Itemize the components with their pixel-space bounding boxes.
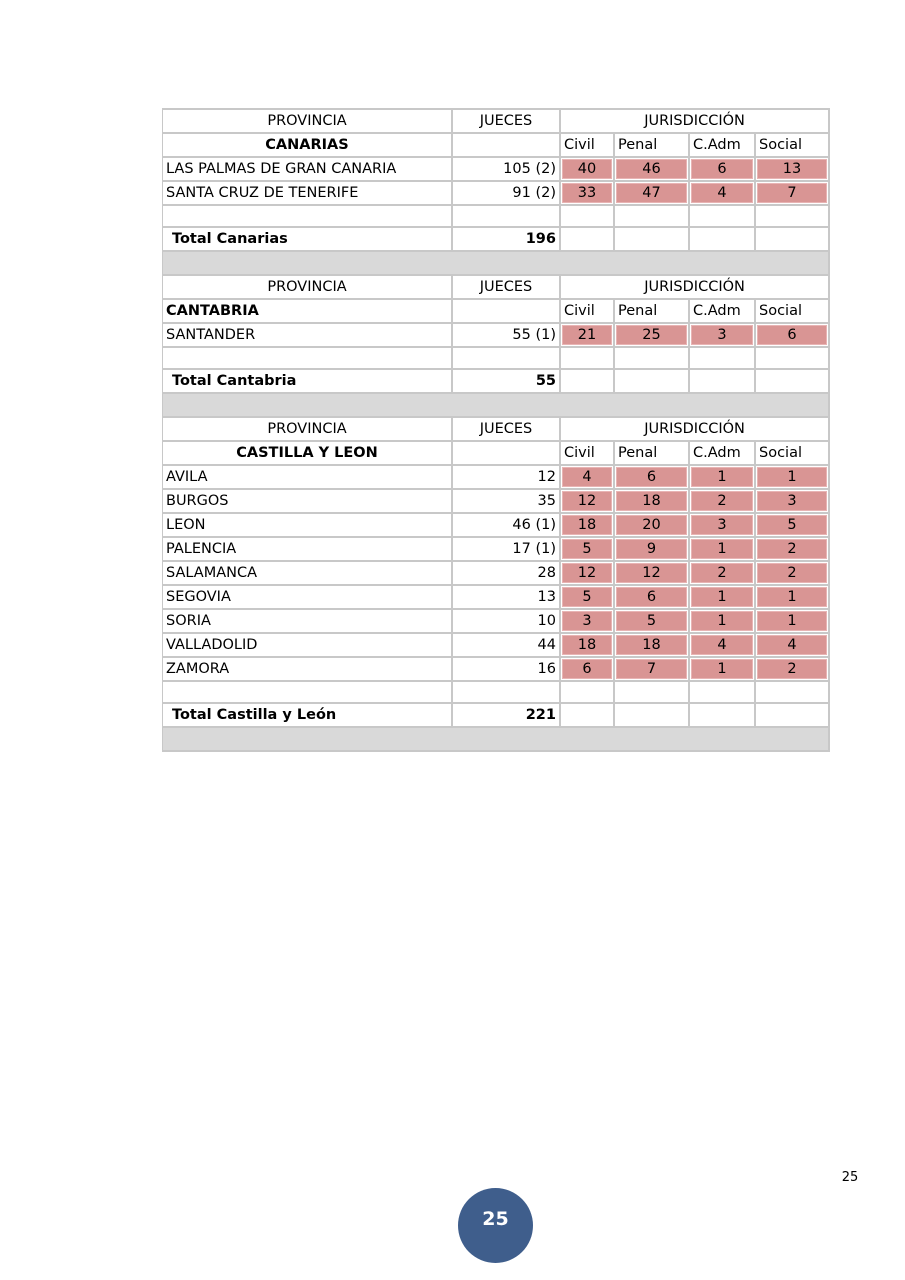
cadm-cell-value: 4 bbox=[691, 183, 753, 203]
empty-cell bbox=[690, 206, 756, 228]
social-cell-value: 2 bbox=[757, 563, 827, 583]
social-cell-value: 3 bbox=[757, 491, 827, 511]
cadm-cell-value: 1 bbox=[691, 467, 753, 487]
province-name: PALENCIA bbox=[163, 538, 453, 562]
empty-cell bbox=[561, 370, 615, 394]
empty-cell bbox=[690, 228, 756, 252]
cadm-cell-value: 4 bbox=[691, 635, 753, 655]
penal-cell bbox=[615, 324, 690, 348]
column-header-social: Social bbox=[756, 300, 830, 324]
province-name: SEGOVIA bbox=[163, 586, 453, 610]
cadm-cell bbox=[690, 610, 756, 634]
civil-cell bbox=[561, 610, 615, 634]
social-cell-value: 1 bbox=[757, 587, 827, 607]
penal-cell bbox=[615, 538, 690, 562]
section-separator bbox=[163, 728, 830, 752]
total-row bbox=[163, 704, 830, 728]
penal-cell-value: 20 bbox=[616, 515, 687, 535]
cadm-cell bbox=[690, 466, 756, 490]
column-header-penal: Penal bbox=[615, 300, 690, 324]
empty-cell bbox=[163, 682, 453, 704]
social-cell-value: 13 bbox=[757, 159, 827, 179]
jueces-count: 16 bbox=[453, 658, 561, 682]
jueces-count: 44 bbox=[453, 634, 561, 658]
civil-cell bbox=[561, 538, 615, 562]
provincia-header: PROVINCIA bbox=[163, 276, 453, 300]
province-name: LAS PALMAS DE GRAN CANARIA bbox=[163, 158, 453, 182]
penal-cell bbox=[615, 514, 690, 538]
social-cell bbox=[756, 562, 830, 586]
judges-table bbox=[162, 108, 830, 752]
penal-cell-value: 18 bbox=[616, 491, 687, 511]
region-name: CASTILLA Y LEON bbox=[163, 442, 453, 466]
province-name: VALLADOLID bbox=[163, 634, 453, 658]
civil-cell-value: 18 bbox=[562, 515, 612, 535]
table-row bbox=[163, 586, 830, 610]
penal-cell-value: 9 bbox=[616, 539, 687, 559]
empty-cell bbox=[561, 682, 615, 704]
empty-cell bbox=[561, 348, 615, 370]
penal-cell-value: 6 bbox=[616, 587, 687, 607]
empty-cell bbox=[163, 206, 453, 228]
jurisdiccion-header: JURISDICCIÓN bbox=[561, 276, 830, 300]
empty-cell bbox=[756, 682, 830, 704]
table-row bbox=[163, 658, 830, 682]
civil-cell bbox=[561, 562, 615, 586]
cadm-cell-value: 1 bbox=[691, 659, 753, 679]
social-cell bbox=[756, 182, 830, 206]
civil-cell-value: 40 bbox=[562, 159, 612, 179]
column-header-cadm: C.Adm bbox=[690, 134, 756, 158]
table-row bbox=[163, 514, 830, 538]
jueces-count: 17 (1) bbox=[453, 538, 561, 562]
header-row bbox=[163, 276, 830, 300]
jueces-header: JUECES bbox=[453, 418, 561, 442]
empty-cell bbox=[163, 348, 453, 370]
province-name: SALAMANCA bbox=[163, 562, 453, 586]
cadm-cell-value: 1 bbox=[691, 539, 753, 559]
table-row bbox=[163, 324, 830, 348]
civil-cell-value: 4 bbox=[562, 467, 612, 487]
blank-row bbox=[163, 348, 830, 370]
social-cell-value: 1 bbox=[757, 467, 827, 487]
empty-cell bbox=[453, 300, 561, 324]
empty-cell bbox=[615, 228, 690, 252]
social-cell-value: 2 bbox=[757, 659, 827, 679]
separator-cell bbox=[163, 252, 830, 276]
cadm-cell bbox=[690, 658, 756, 682]
civil-cell-value: 18 bbox=[562, 635, 612, 655]
table-row bbox=[163, 490, 830, 514]
empty-cell bbox=[756, 348, 830, 370]
total-label: Total Cantabria bbox=[163, 370, 453, 394]
jueces-count: 105 (2) bbox=[453, 158, 561, 182]
column-header-civil: Civil bbox=[561, 134, 615, 158]
penal-cell bbox=[615, 466, 690, 490]
penal-cell-value: 12 bbox=[616, 563, 687, 583]
province-name: SORIA bbox=[163, 610, 453, 634]
cadm-cell bbox=[690, 634, 756, 658]
cadm-cell bbox=[690, 324, 756, 348]
penal-cell bbox=[615, 610, 690, 634]
civil-cell-value: 5 bbox=[562, 587, 612, 607]
penal-cell-value: 5 bbox=[616, 611, 687, 631]
social-cell bbox=[756, 658, 830, 682]
penal-cell bbox=[615, 562, 690, 586]
civil-cell bbox=[561, 586, 615, 610]
social-cell-value: 7 bbox=[757, 183, 827, 203]
cadm-cell-value: 2 bbox=[691, 491, 753, 511]
empty-cell bbox=[756, 370, 830, 394]
social-cell bbox=[756, 586, 830, 610]
civil-cell-value: 12 bbox=[562, 491, 612, 511]
empty-cell bbox=[690, 370, 756, 394]
header-row bbox=[163, 110, 830, 134]
cadm-cell-value: 3 bbox=[691, 515, 753, 535]
total-value: 196 bbox=[453, 228, 561, 252]
social-cell-value: 4 bbox=[757, 635, 827, 655]
total-label: Total Canarias bbox=[163, 228, 453, 252]
social-cell bbox=[756, 610, 830, 634]
empty-cell bbox=[561, 206, 615, 228]
empty-cell bbox=[561, 228, 615, 252]
civil-cell-value: 5 bbox=[562, 539, 612, 559]
column-header-penal: Penal bbox=[615, 134, 690, 158]
total-value: 221 bbox=[453, 704, 561, 728]
cadm-cell bbox=[690, 586, 756, 610]
table-row bbox=[163, 466, 830, 490]
table-row bbox=[163, 182, 830, 206]
empty-cell bbox=[453, 682, 561, 704]
table-row bbox=[163, 562, 830, 586]
jurisdiccion-header: JURISDICCIÓN bbox=[561, 418, 830, 442]
cadm-cell bbox=[690, 514, 756, 538]
jueces-count: 91 (2) bbox=[453, 182, 561, 206]
social-cell-value: 1 bbox=[757, 611, 827, 631]
penal-cell bbox=[615, 586, 690, 610]
empty-cell bbox=[690, 704, 756, 728]
cadm-cell-value: 1 bbox=[691, 587, 753, 607]
table-row bbox=[163, 538, 830, 562]
jueces-header: JUECES bbox=[453, 110, 561, 134]
penal-cell-value: 7 bbox=[616, 659, 687, 679]
column-header-cadm: C.Adm bbox=[690, 300, 756, 324]
penal-cell-value: 47 bbox=[616, 183, 687, 203]
empty-cell bbox=[453, 442, 561, 466]
total-row bbox=[163, 370, 830, 394]
region-name: CANARIAS bbox=[163, 134, 453, 158]
blank-row bbox=[163, 682, 830, 704]
empty-cell bbox=[615, 206, 690, 228]
table-row bbox=[163, 634, 830, 658]
social-cell-value: 2 bbox=[757, 539, 827, 559]
column-header-penal: Penal bbox=[615, 442, 690, 466]
social-cell bbox=[756, 634, 830, 658]
penal-cell bbox=[615, 182, 690, 206]
civil-cell-value: 3 bbox=[562, 611, 612, 631]
social-cell bbox=[756, 466, 830, 490]
empty-cell bbox=[615, 704, 690, 728]
social-cell bbox=[756, 514, 830, 538]
province-name: SANTANDER bbox=[163, 324, 453, 348]
page-number: 25 bbox=[841, 1170, 859, 1185]
region-name: CANTABRIA bbox=[163, 300, 453, 324]
empty-cell bbox=[453, 206, 561, 228]
province-name: ZAMORA bbox=[163, 658, 453, 682]
jueces-count: 10 bbox=[453, 610, 561, 634]
column-header-cadm: C.Adm bbox=[690, 442, 756, 466]
section-separator bbox=[163, 394, 830, 418]
civil-cell bbox=[561, 324, 615, 348]
empty-cell bbox=[756, 228, 830, 252]
civil-cell-value: 33 bbox=[562, 183, 612, 203]
cadm-cell-value: 6 bbox=[691, 159, 753, 179]
jueces-count: 55 (1) bbox=[453, 324, 561, 348]
cadm-cell bbox=[690, 182, 756, 206]
penal-cell bbox=[615, 634, 690, 658]
civil-cell-value: 12 bbox=[562, 563, 612, 583]
social-cell-value: 6 bbox=[757, 325, 827, 345]
region-row bbox=[163, 442, 830, 466]
cadm-cell bbox=[690, 538, 756, 562]
social-cell bbox=[756, 158, 830, 182]
column-header-civil: Civil bbox=[561, 300, 615, 324]
penal-cell bbox=[615, 490, 690, 514]
total-value: 55 bbox=[453, 370, 561, 394]
civil-cell bbox=[561, 514, 615, 538]
province-name: AVILA bbox=[163, 466, 453, 490]
separator-cell bbox=[163, 394, 830, 418]
empty-cell bbox=[453, 134, 561, 158]
civil-cell bbox=[561, 182, 615, 206]
table-row bbox=[163, 158, 830, 182]
civil-cell-value: 21 bbox=[562, 325, 612, 345]
table-row bbox=[163, 610, 830, 634]
column-header-social: Social bbox=[756, 134, 830, 158]
page-number-badge: 25 bbox=[458, 1188, 533, 1263]
cadm-cell bbox=[690, 158, 756, 182]
cadm-cell bbox=[690, 562, 756, 586]
region-row bbox=[163, 300, 830, 324]
jueces-count: 35 bbox=[453, 490, 561, 514]
social-cell bbox=[756, 490, 830, 514]
civil-cell bbox=[561, 634, 615, 658]
empty-cell bbox=[615, 348, 690, 370]
empty-cell bbox=[615, 370, 690, 394]
jueces-count: 46 (1) bbox=[453, 514, 561, 538]
civil-cell bbox=[561, 466, 615, 490]
empty-cell bbox=[690, 348, 756, 370]
jueces-count: 28 bbox=[453, 562, 561, 586]
civil-cell bbox=[561, 658, 615, 682]
penal-cell-value: 6 bbox=[616, 467, 687, 487]
cadm-cell bbox=[690, 490, 756, 514]
total-label: Total Castilla y León bbox=[163, 704, 453, 728]
civil-cell bbox=[561, 490, 615, 514]
separator-cell bbox=[163, 728, 830, 752]
empty-cell bbox=[561, 704, 615, 728]
column-header-social: Social bbox=[756, 442, 830, 466]
social-cell-value: 5 bbox=[757, 515, 827, 535]
provincia-header: PROVINCIA bbox=[163, 418, 453, 442]
column-header-civil: Civil bbox=[561, 442, 615, 466]
province-name: BURGOS bbox=[163, 490, 453, 514]
jueces-count: 12 bbox=[453, 466, 561, 490]
jurisdiccion-header: JURISDICCIÓN bbox=[561, 110, 830, 134]
jueces-header: JUECES bbox=[453, 276, 561, 300]
penal-cell-value: 18 bbox=[616, 635, 687, 655]
section-separator bbox=[163, 252, 830, 276]
empty-cell bbox=[756, 704, 830, 728]
cadm-cell-value: 3 bbox=[691, 325, 753, 345]
header-row bbox=[163, 418, 830, 442]
penal-cell bbox=[615, 658, 690, 682]
province-name: SANTA CRUZ DE TENERIFE bbox=[163, 182, 453, 206]
cadm-cell-value: 1 bbox=[691, 611, 753, 631]
civil-cell bbox=[561, 158, 615, 182]
empty-cell bbox=[690, 682, 756, 704]
empty-cell bbox=[615, 682, 690, 704]
total-row bbox=[163, 228, 830, 252]
social-cell bbox=[756, 324, 830, 348]
civil-cell-value: 6 bbox=[562, 659, 612, 679]
jueces-count: 13 bbox=[453, 586, 561, 610]
penal-cell-value: 25 bbox=[616, 325, 687, 345]
province-name: LEON bbox=[163, 514, 453, 538]
social-cell bbox=[756, 538, 830, 562]
cadm-cell-value: 2 bbox=[691, 563, 753, 583]
blank-row bbox=[163, 206, 830, 228]
empty-cell bbox=[453, 348, 561, 370]
penal-cell-value: 46 bbox=[616, 159, 687, 179]
empty-cell bbox=[756, 206, 830, 228]
provincia-header: PROVINCIA bbox=[163, 110, 453, 134]
penal-cell bbox=[615, 158, 690, 182]
region-row bbox=[163, 134, 830, 158]
